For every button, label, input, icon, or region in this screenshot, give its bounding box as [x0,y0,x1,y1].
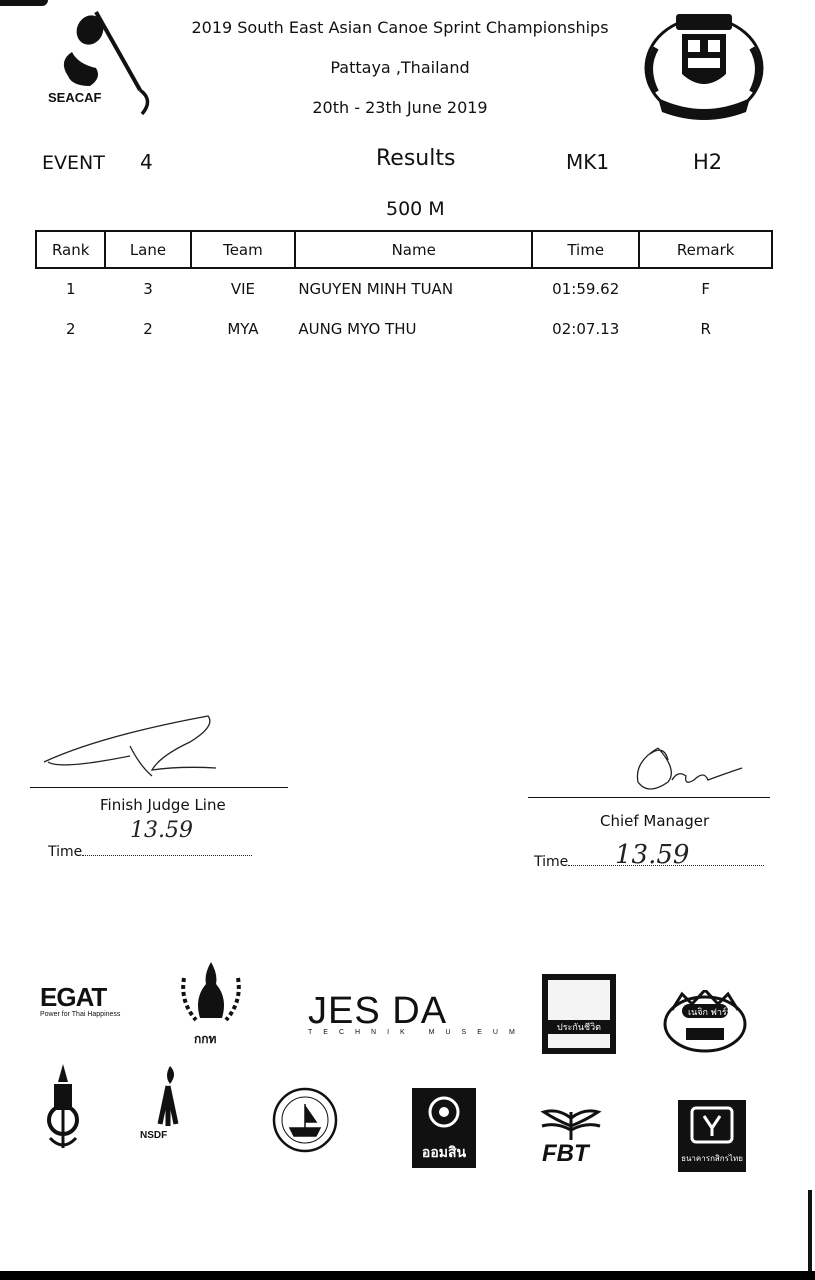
chief-manager-signature [628,740,748,798]
fbt-wheat-icon [536,1106,606,1142]
chief-time-handwritten: 13.59 [615,840,690,870]
table-row [36,268,772,309]
bank-text: ธนาคารกสิกรไทย [681,1154,743,1163]
sponsor-fbt-logo [536,1106,606,1168]
finish-judge-label: Finish Judge Line [100,796,226,814]
insurance-text: ประกันชีวิต [548,1020,610,1034]
greenfarm-text: เนจิก ฟาร์ม [688,1007,733,1017]
sponsor-navy-emblem [42,1062,84,1156]
col-rank: Rank [36,231,105,268]
cell-name: NGUYEN MINH TUAN [298,280,454,298]
event-label: EVENT [42,152,105,174]
cell-remark: R [700,320,711,338]
sponsor-jesada-logo [308,990,526,1036]
sponsor-greenfarm-logo [662,990,748,1058]
sponsor-insurance-logo [542,974,616,1054]
fbt-wordmark: FBT [542,1140,589,1167]
finish-time-field [48,843,252,860]
col-lane: Lane [105,231,190,268]
greenfarm-emblem [662,990,748,1054]
nsdf-text: NSDF [140,1130,168,1141]
chief-manager-label: Chief Manager [600,812,710,830]
cell-rank: 2 [65,320,76,338]
chief-manager-signature-line [528,797,770,798]
cell-rank: 1 [65,280,76,298]
finish-time-label: Time [48,844,83,860]
results-table [35,230,773,349]
finish-time-dotline [82,843,252,856]
egat-wordmark: EGAT [40,982,107,1012]
page-edge-right [808,1190,812,1280]
finish-judge-signature-line [30,787,288,788]
jesada-wordmark: JES DA [308,990,448,1032]
sponsor-nsdf-logo [140,1064,196,1141]
cell-team: MYA [227,320,259,338]
col-name: Name [295,231,532,268]
crest-emblem [638,8,770,126]
results-heading: Results [376,146,456,171]
association-crest [638,8,770,126]
sponsor-egat-logo [40,982,120,1018]
table-row [36,309,772,349]
cell-team: VIE [230,280,256,298]
university-seal-icon [272,1084,338,1156]
page-edge-bottom [0,1271,815,1280]
cell-time: 02:07.13 [552,320,620,338]
finish-judge-signature [40,712,220,782]
heat-label: H2 [693,150,723,174]
gsb-emblem [412,1088,476,1138]
nsdf-torch-icon [140,1064,196,1130]
kkt-emblem [178,958,244,1034]
sponsor-kkt-logo [178,958,244,1049]
cell-remark: F [701,280,710,298]
seacaf-logo-text: SEACAF [48,90,102,105]
race-distance: 500 M [386,198,445,220]
event-number: 4 [140,150,153,174]
championship-title: 2019 South East Asian Canoe Sprint Championships [191,18,609,37]
sponsor-bank-logo [678,1100,746,1172]
cell-lane: 2 [143,320,153,338]
venue-text: Pattaya ,Thailand [330,58,470,77]
bank-emblem-icon [678,1100,746,1148]
sponsor-gsb-logo [412,1088,476,1168]
cell-name: AUNG MYO THU [298,320,417,338]
kkt-text: กกท [194,1032,217,1046]
boat-class: MK1 [566,150,610,174]
seacaf-logo [38,6,168,118]
dates-text: 20th - 23th June 2019 [312,98,488,117]
col-time: Time [532,231,639,268]
cell-lane: 3 [143,280,153,298]
gsb-text: ออมสิน [421,1144,467,1160]
chief-time-label: Time [534,854,569,870]
table-header-row [36,231,772,268]
finish-time-handwritten: 13.59 [130,818,193,843]
sponsor-university-seal [272,1084,338,1160]
col-remark: Remark [639,231,772,268]
egat-tagline: Power for Thai Happiness [40,1011,121,1018]
jesada-subtitle: TECHNIK MUSEUM [308,1029,526,1036]
navy-crest-icon [42,1062,84,1152]
col-team: Team [191,231,296,268]
cell-time: 01:59.62 [552,280,620,298]
